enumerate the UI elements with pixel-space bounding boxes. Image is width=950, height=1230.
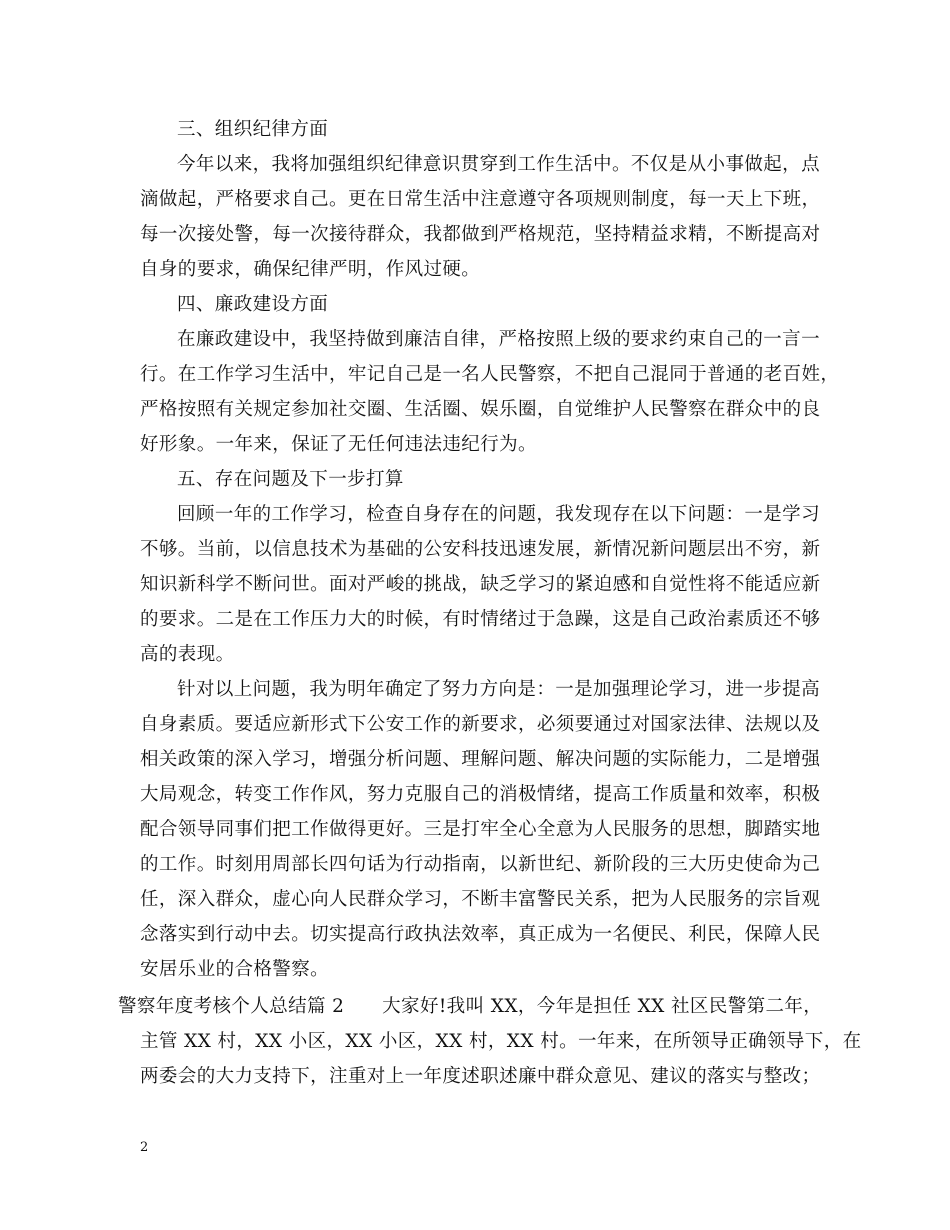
paragraph-line: 大局观念，转变工作作风，努力克服自己的消极情绪，提高工作质量和效率，积极 (140, 784, 821, 805)
paragraph-line: 主管 XX 村，XX 小区，XX 小区，XX 村，XX 村。一年来，在所领导正确领导下，在 (140, 1031, 862, 1052)
paragraph-line: 今年以来，我将加强组织纪律意识贯穿到工作生活中。不仅是从小事做起，点 (177, 154, 820, 175)
paragraph-line: 安居乐业的合格警察。 (140, 959, 330, 980)
paragraph-line: 相关政策的深入学习，增强分析问题、理解问题、解决问题的实际能力，二是增强 (140, 749, 821, 770)
paragraph-line: 两委会的大力支持下，注重对上一年度述职述廉中群众意见、建议的落实与整改； (140, 1066, 821, 1087)
section-title-line: 警察年度考核个人总结篇 2 大家好!我叫 XX，今年是担任 XX 社区民警第二年， (118, 996, 823, 1017)
paragraph-line: 的要求。二是在工作压力大的时候，有时情绪过于急躁，这是自己政治素质还不够 (140, 609, 821, 630)
paragraph-line: 知识新科学不断问世。面对严峻的挑战，缺乏学习的紧迫感和自觉性将不能适应新 (140, 574, 821, 595)
paragraph-line: 严格按照有关规定参加社交圈、生活圈、娱乐圈，自觉维护人民警察在群众中的良 (140, 399, 821, 420)
paragraph-line: 每一次接处警，每一次接待群众，我都做到严格规范，坚持精益求精，不断提高对 (140, 224, 821, 245)
heading-organizational-discipline: 三、组织纪律方面 (177, 119, 329, 140)
paragraph-line: 任，深入群众，虚心向人民群众学习，不断丰富警民关系，把为人民服务的宗旨观 (140, 889, 821, 910)
paragraph-line: 好形象。一年来，保证了无任何违法违纪行为。 (140, 434, 537, 455)
paragraph-line: 配合领导同事们把工作做得更好。三是打牢全心全意为人民服务的思想，脚踏实地 (140, 819, 821, 840)
paragraph-line: 自身的要求，确保纪律严明，作风过硬。 (140, 259, 481, 280)
paragraph-line: 行。在工作学习生活中，牢记自己是一名人民警察，不把自己混同于普通的老百姓， (140, 364, 840, 385)
paragraph-line: 自身素质。要适应新形式下公安工作的新要求，必须要通过对国家法律、法规以及 (140, 714, 821, 735)
paragraph-line: 针对以上问题，我为明年确定了努力方向是：一是加强理论学习，进一步提高 (177, 679, 820, 700)
paragraph-line: 不够。当前，以信息技术为基础的公安科技迅速发展，新情况新问题层出不穷，新 (140, 539, 821, 560)
heading-integrity-building: 四、廉政建设方面 (177, 294, 329, 315)
paragraph-line: 的工作。时刻用周部长四句话为行动指南，以新世纪、新阶段的三大历史使命为己 (140, 854, 821, 875)
paragraph-line: 念落实到行动中去。切实提高行政执法效率，真正成为一名便民、利民，保障人民 (140, 924, 821, 945)
paragraph-line: 高的表现。 (140, 644, 235, 665)
paragraph-line: 回顾一年的工作学习，检查自身存在的问题，我发现存在以下问题：一是学习 (177, 504, 820, 525)
paragraph-line: 滴做起，严格要求自己。更在日常生活中注意遵守各项规则制度，每一天上下班， (140, 189, 821, 210)
page-number: 2 (140, 1140, 149, 1155)
heading-problems-and-plans: 五、存在问题及下一步打算 (177, 469, 404, 490)
paragraph-line: 在廉政建设中，我坚持做到廉洁自律，严格按照上级的要求约束自己的一言一 (177, 329, 820, 350)
